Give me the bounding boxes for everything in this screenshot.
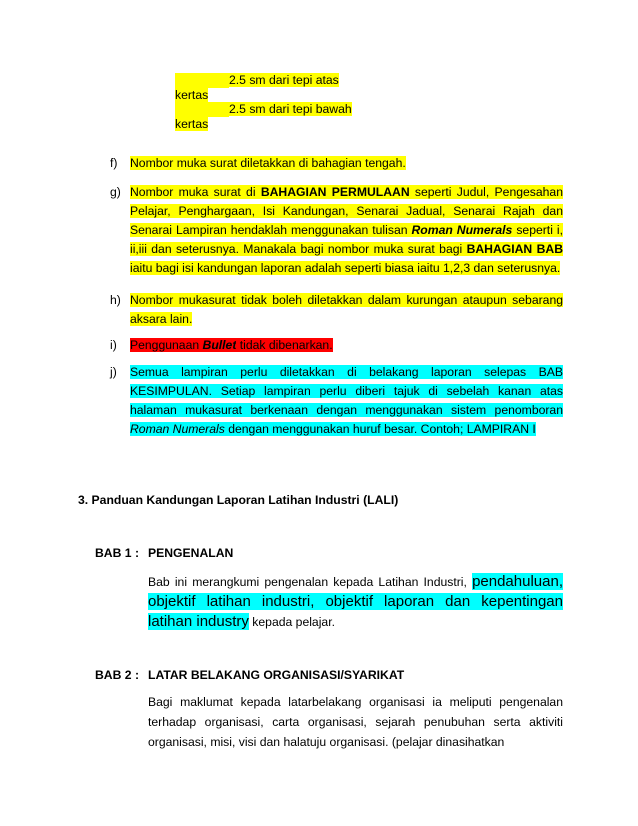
item-label: i) <box>110 338 117 352</box>
margin-bottom-text: 2.5 sm dari tepi bawah kertas <box>175 102 352 131</box>
bab2-heading <box>95 667 404 683</box>
bab1-number: BAB 1 : <box>95 546 140 560</box>
bab1-highlight: pendahuluan, objektif latihan industri, objektif laporan dan kepentingan latihan industry <box>148 573 563 630</box>
item-i-text: Penggunaan Bullet tidak dibenarkan. <box>130 338 333 352</box>
bab2-title: LATAR BELAKANG ORGANISASI/SYARIKAT <box>148 668 405 682</box>
margin-bottom-line <box>175 102 360 132</box>
item-g-text: Nombor muka surat di BAHAGIAN PERMULAAN seperti Judul, Pengesahan Pelajar, Penghargaan, Isi Kandungan, Senarai Jadual, Senarai Rajah dan Senarai Lampiran hendaklah menggunakan tulisan Roman Numerals seperti i, ii,iii dan seterusnya. Manakala bagi nombor muka surat bagi BAHAGIAN BAB iaitu bagi isi kandungan laporan adalah seperti biasa iaitu 1,2,3 dan seterusnya. <box>130 185 563 275</box>
bab2-paragraph: Bagi maklumat kepada latarbelakang organisasi ia meliputi pengenalan terhadap organisasi, carta organisasi, sejarah penubuhan serta aktiviti organisasi, misi, visi dan halatuju organisasi. (pelajar dinasihatkan <box>148 695 563 749</box>
list-item-i <box>110 336 563 355</box>
item-h-text: Nombor mukasurat tidak boleh diletakkan dalam kurungan ataupun sebarang aksara lain. <box>130 293 563 326</box>
list-item-g <box>110 183 563 278</box>
highlight-swatch <box>175 73 229 88</box>
bab2-number: BAB 2 : <box>95 668 140 682</box>
item-label: f) <box>110 156 118 170</box>
margin-top-text: 2.5 sm dari tepi atas kertas <box>175 73 339 102</box>
list-item-f <box>110 154 563 173</box>
list-item-h <box>110 291 563 329</box>
bab1-heading <box>95 545 233 561</box>
highlight-swatch <box>175 102 229 117</box>
item-label: j) <box>110 365 117 379</box>
bab1-title: PENGENALAN <box>148 546 234 560</box>
section-heading: 3. Panduan Kandungan Laporan Latihan Industri (LALI) <box>78 493 399 507</box>
margin-top-line <box>175 73 360 103</box>
list-item-j <box>110 363 563 439</box>
bab1-paragraph: Bab ini merangkumi pengenalan kepada Latihan Industri, pendahuluan, objektif latihan industri, objektif laporan dan kepentingan latihan industry kepada pelajar. <box>148 573 563 630</box>
item-label: g) <box>110 185 121 199</box>
item-j-text: Semua lampiran perlu diletakkan di belakang laporan selepas BAB KESIMPULAN. Setiap lampiran perlu diberi tajuk di sebelah kanan atas halaman mukasurat berkenaan dengan menggunakan sistem penomboran Roman Numerals dengan menggunakan huruf besar. Contoh; LAMPIRAN I <box>130 365 563 436</box>
item-label: h) <box>110 293 121 307</box>
item-f-text: Nombor muka surat diletakkan di bahagian tengah. <box>130 156 406 170</box>
